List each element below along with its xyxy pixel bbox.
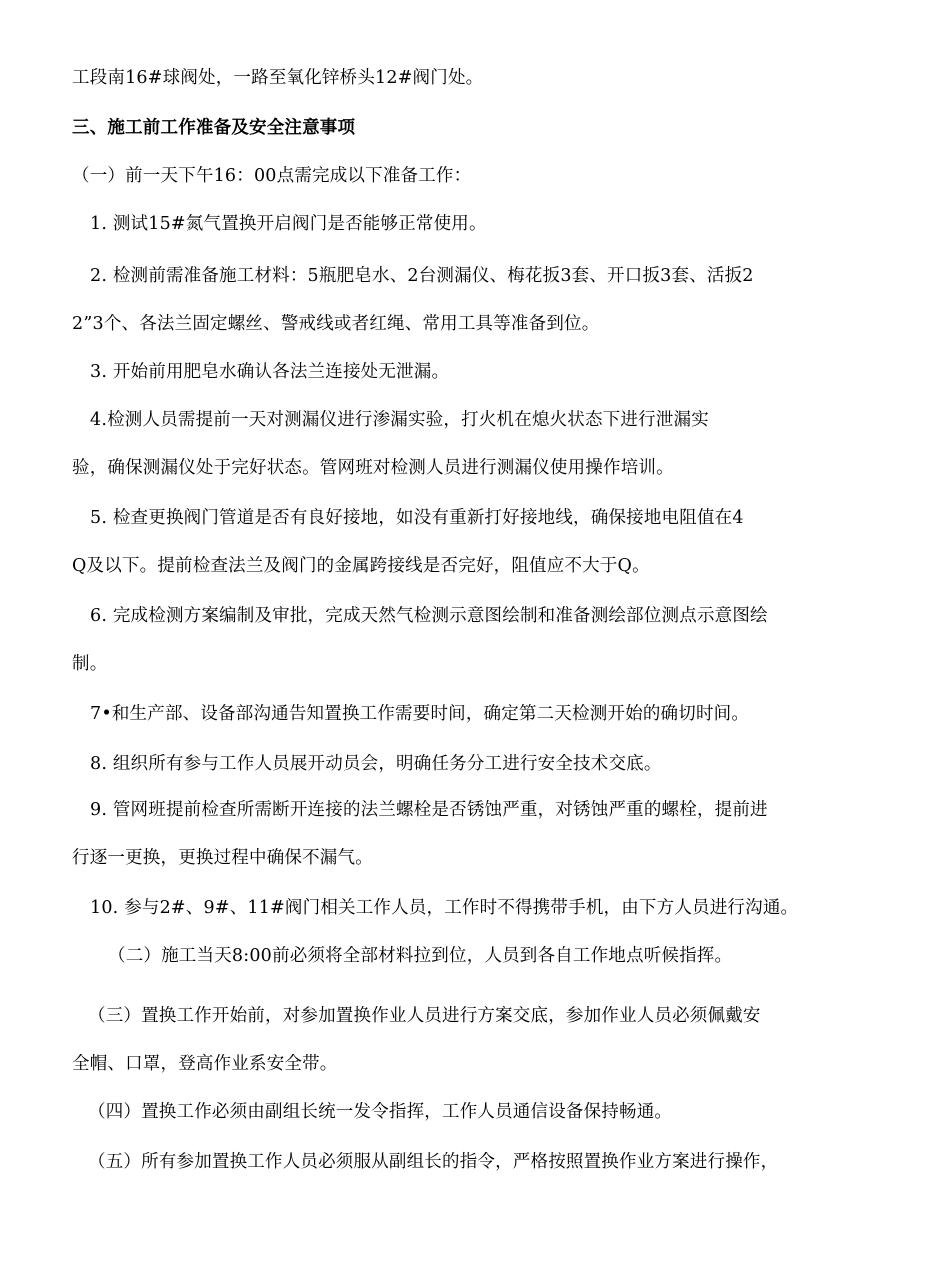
text-line: 2”3个、各法兰固定螺丝、警戒线或者红绳、常用工具等准备到位。 [72,314,600,334]
subsection-heading: （五）所有参加置换工作人员必须服从副组长的指令，严格按照置换作业方案进行操作， [88,1152,779,1172]
list-item: 9. 管网班提前检查所需断开连接的法兰螺栓是否锈蚀严重，对锈蚀严重的螺栓，提前进 [90,800,768,820]
list-item: 5. 检查更换阀门管道是否有良好接地，如没有重新打好接地线，确保接地电阻值在4 [90,508,744,528]
list-item: 4.检测人员需提前一天对测漏仪进行渗漏实验，打火机在熄火状态下进行泄漏实 [90,410,709,430]
text-line: 制。 [72,654,108,674]
list-item: 2. 检测前需准备施工材料：5瓶肥皂水、2台测漏仪、梅花扳3套、开口扳3套、活扳2 [90,266,754,286]
subsection-heading: （四）置换工作必须由副组长统一发令指挥，工作人员通信设备保持畅通。 [88,1102,673,1122]
subsection-heading: （三）置换工作开始前，对参加置换作业人员进行方案交底，参加作业人员必须佩戴安 [88,1006,761,1026]
list-item: 10. 参与2#、9#、11#阀门相关工作人员，工作时不得携带手机，由下方人员进行沟通。 [90,898,799,918]
text-line: 全帽、口罩，登高作业系安全带。 [72,1054,338,1074]
subsection-heading: （二）施工当天8:00前必须将全部材料拉到位，人员到各自工作地点听候指挥。 [108,946,733,966]
list-item: 8. 组织所有参与工作人员展开动员会，明确任务分工进行安全技术交底。 [90,754,662,774]
list-item: 3. 开始前用肥皂水确认各法兰连接处无泄漏。 [90,362,450,382]
text-line: 工段南16#球阀处，一路至氧化锌桥头12#阀门处。 [72,68,484,88]
section-heading: 三、施工前工作准备及安全注意事项 [72,118,356,138]
text-line: Q及以下。提前检查法兰及阀门的金属跨接线是否完好，阻值应不大于Q。 [72,556,650,576]
text-line: 验，确保测漏仪处于完好状态。管网班对检测人员进行测漏仪使用操作培训。 [72,458,674,478]
list-item: 7•和生产部、设备部沟通告知置换工作需要时间，确定第二天检测开始的确切时间。 [90,704,750,724]
text-line: 行逐一更换，更换过程中确保不漏气。 [72,848,373,868]
list-item: 1. 测试15#氮气置换开启阀门是否能够正常使用。 [90,214,487,234]
list-item: 6. 完成检测方案编制及审批，完成天然气检测示意图绘制和准备测绘部位测点示意图绘 [90,606,768,626]
subsection-heading: （一）前一天下午16：00点需完成以下准备工作： [72,166,472,186]
